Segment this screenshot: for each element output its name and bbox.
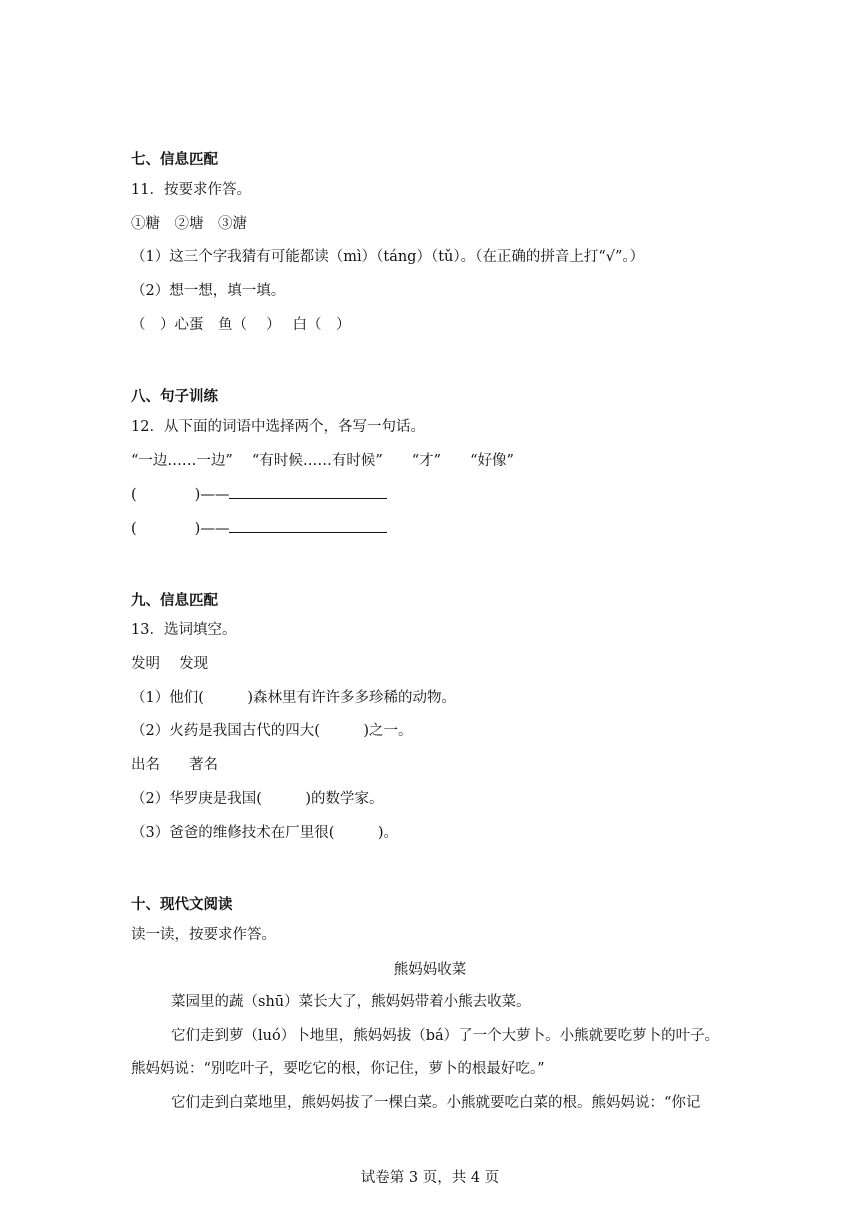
word-pair-1: 发明 发现	[131, 656, 209, 672]
answer-line-1	[131, 485, 387, 505]
answer-line-2-prefix: ( )——	[131, 521, 230, 537]
word-options: “一边……一边” “有时候……有时候” “才” “好像”	[131, 453, 514, 469]
reading-intro: 读一读，按要求作答。	[131, 927, 276, 943]
answer-line-1-prefix: ( )——	[131, 487, 230, 503]
section10-heading: 十、现代文阅读	[131, 897, 233, 913]
fill-blanks: （ ）心蛋 鱼（ ） 白（ ）	[131, 317, 351, 333]
story-paragraph-2-line-2: 熊妈妈说：“别吃叶子，要吃它的根，你记住，萝卜的根最好吃。”	[131, 1061, 545, 1077]
section9-heading: 九、信息匹配	[131, 593, 218, 609]
story-paragraph-2-line-1: 它们走到萝（luó）卜地里，熊妈妈拔（bá）了一个大萝卜。小熊就要吃萝卜的叶子。	[171, 1028, 720, 1044]
sub-question-2: （2）想一想，填一填。	[131, 283, 286, 299]
question-11: 11．按要求作答。	[131, 182, 251, 198]
answer-blank-1[interactable]	[229, 485, 387, 499]
story-title: 熊妈妈收菜	[393, 962, 467, 978]
answer-blank-2[interactable]	[229, 519, 387, 533]
story-paragraph-3: 它们走到白菜地里，熊妈妈拔了一棵白菜。小熊就要吃白菜的根。熊妈妈说：“你记	[171, 1095, 701, 1111]
sentence-3: （2）华罗庚是我国( )的数学家。	[131, 791, 384, 807]
section7-heading: 七、信息匹配	[131, 152, 218, 168]
story-paragraph-1: 菜园里的蔬（shū）菜长大了，熊妈妈带着小熊去收菜。	[171, 994, 531, 1010]
answer-line-2	[131, 519, 387, 539]
sub-question-1: （1）这三个字我猜有可能都读（mì）（táng）（tǔ）。（在正确的拼音上打“√”。）	[131, 249, 645, 265]
sentence-1: （1）他们( )森林里有许许多多珍稀的动物。	[131, 690, 457, 706]
question-13: 13．选词填空。	[131, 622, 237, 638]
sentence-4: （3）爸爸的维修技术在厂里很( )。	[131, 825, 399, 841]
section8-heading: 八、句子训练	[131, 389, 218, 405]
character-list: ①糖 ②塘 ③溏	[131, 216, 247, 232]
word-pair-2: 出名 著名	[131, 757, 218, 773]
sentence-2: （2）火药是我国古代的四大( )之一。	[131, 723, 413, 739]
question-12: 12．从下面的词语中选择两个，各写一句话。	[131, 419, 425, 435]
page-footer: 试卷第 3 页，共 4 页	[360, 1170, 500, 1186]
